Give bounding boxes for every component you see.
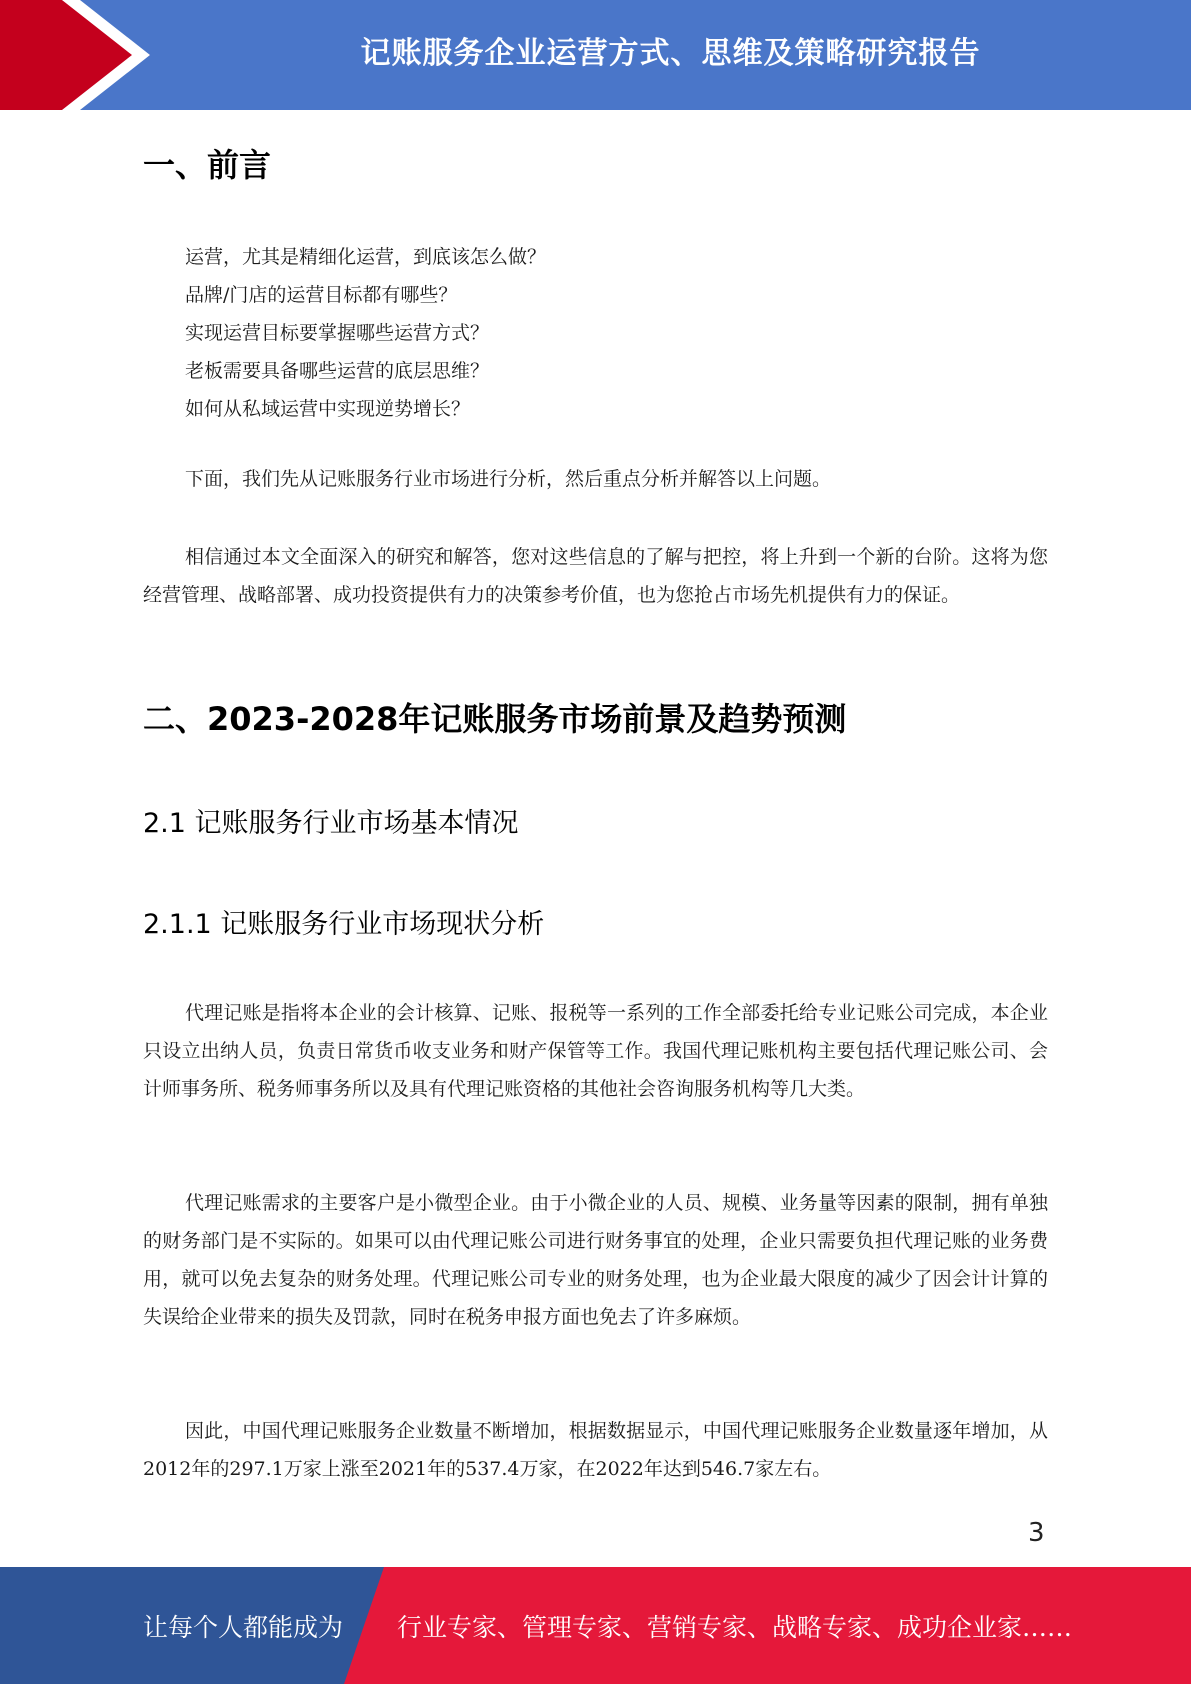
body-paragraph: 代理记账需求的主要客户是小微型企业。由于小微企业的人员、规模、业务量等因素的限制，拥有单独的财务部门是不实际的。如果可以由代理记账公司进行财务事宜的处理，企业只需要负担代理记账的业务费用，就可以免去复杂的财务处理。代理记账公司专业的财务处理，也为企业最大限度的减少了因会计计算的失误给企业带来的损失及罚款，同时在税务申报方面也免去了许多麻烦。 — [143, 1192, 1048, 1328]
question-list — [185, 238, 546, 428]
footer-banner — [0, 1567, 1191, 1684]
body-paragraph: 代理记账是指将本企业的会计核算、记账、报税等一系列的工作全部委托给专业记账公司完成，本企业只设立出纳人员，负责日常货币收支业务和财产保管等工作。我国代理记账机构主要包括代理记账公司、会计师事务所、税务师事务所以及具有代理记账资格的其他社会咨询服务机构等几大类。 — [143, 1002, 1048, 1100]
question-item: 实现运营目标要掌握哪些运营方式？ — [185, 322, 490, 344]
page-number: 3 — [1028, 1518, 1045, 1548]
footer-slogan-right: 行业专家、管理专家、营销专家、战略专家、成功企业家…… — [397, 1612, 1073, 1642]
subsection-heading: 2.1 记账服务行业市场基本情况 — [143, 808, 519, 839]
intro-paragraph: 下面，我们先从记账服务行业市场进行分析，然后重点分析并解答以上问题。 — [185, 468, 832, 490]
value-paragraph: 相信通过本文全面深入的研究和解答，您对这些信息的了解与把控，将上升到一个新的台阶。这将为您经营管理、战略部署、成功投资提供有力的决策参考价值，也为您抢占市场先机提供有力的保证。 — [143, 546, 1048, 606]
footer-slogan-left: 让每个人都能成为 — [143, 1612, 344, 1642]
question-item: 老板需要具备哪些运营的底层思维？ — [185, 360, 490, 382]
section-heading-preface: 一、前言 — [143, 146, 272, 184]
header-arrow-decoration — [0, 0, 150, 110]
question-item: 如何从私域运营中实现逆势增长？ — [185, 398, 471, 420]
question-item: 品牌/门店的运营目标都有哪些？ — [185, 284, 458, 306]
subsubsection-heading: 2.1.1 记账服务行业市场现状分析 — [143, 909, 545, 940]
header-banner — [0, 0, 1191, 110]
report-title: 记账服务企业运营方式、思维及策略研究报告 — [360, 36, 981, 71]
section-heading-forecast: 二、2023-2028年记账服务市场前景及趋势预测 — [143, 700, 847, 738]
body-paragraph: 因此，中国代理记账服务企业数量不断增加，根据数据显示，中国代理记账服务企业数量逐年增加，从2012年的297.1万家上涨至2021年的537.4万家，在2022年达到546.7家左右。 — [143, 1420, 1048, 1480]
question-item: 运营，尤其是精细化运营，到底该怎么做？ — [185, 246, 547, 268]
